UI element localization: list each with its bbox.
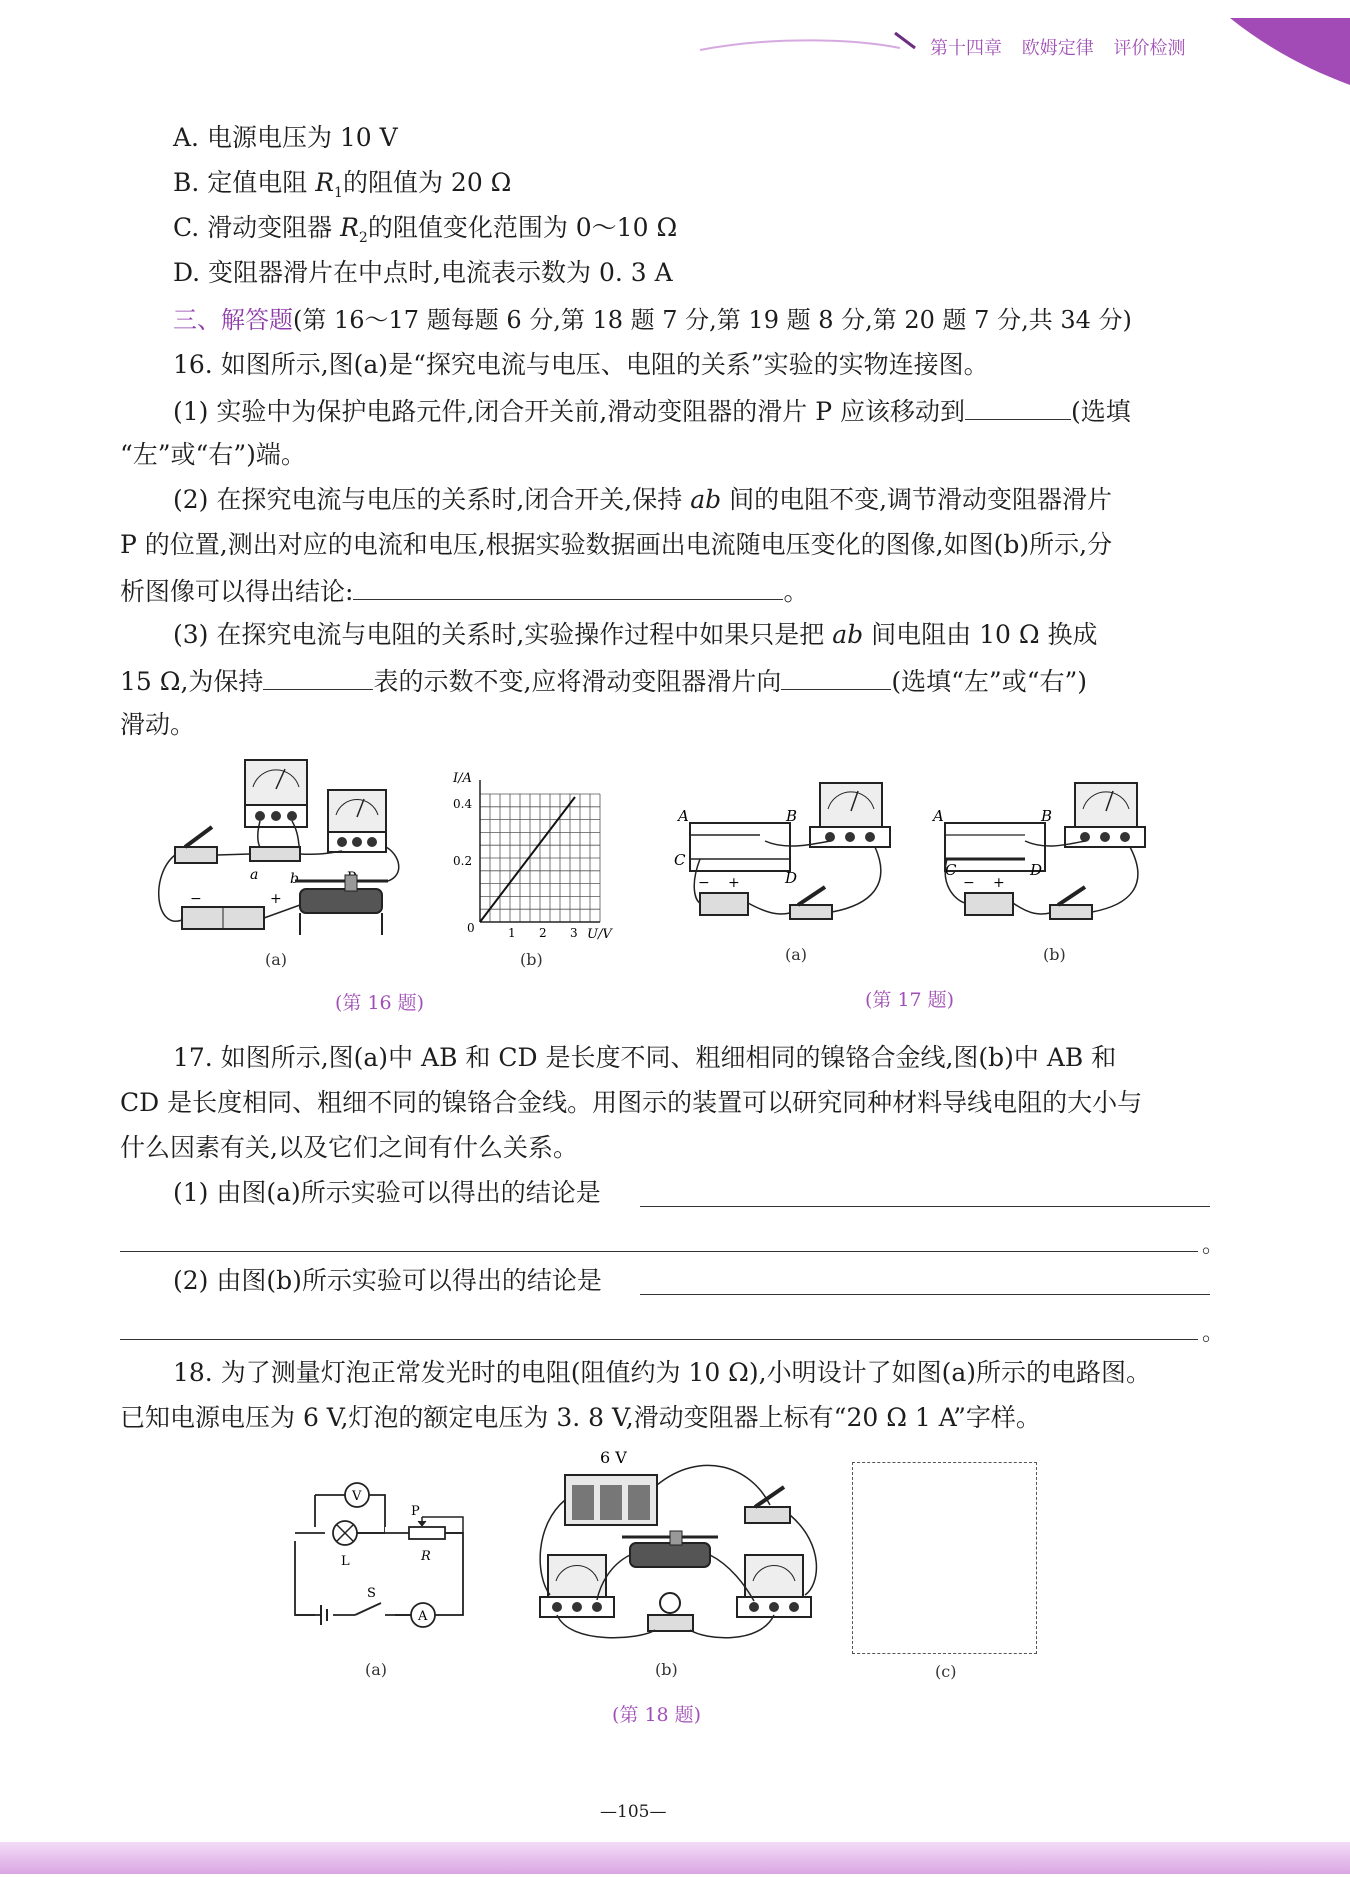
resistor-icon	[250, 847, 300, 861]
header-title: 欧姆定律	[1021, 38, 1094, 59]
label-A: A	[933, 807, 944, 825]
figure-16a	[150, 755, 430, 945]
answer-blank[interactable]	[263, 665, 373, 690]
figure-16a-label: (a)	[265, 950, 288, 969]
period: 。	[1202, 1321, 1225, 1346]
label-S: S	[367, 1586, 376, 1601]
rheostat-icon	[295, 875, 388, 935]
label-A: A	[678, 807, 689, 825]
q16-part3-line3: 滑动。	[120, 710, 196, 739]
q16-part3-line2: 15 Ω,为保持 表的示数不变,应将滑动变阻器滑片向 (选填“左”或“右”)	[120, 667, 1088, 696]
figure-17a-label: (a)	[785, 945, 808, 964]
y-tick-label: 0.2	[453, 854, 473, 868]
label-C: C	[674, 851, 686, 869]
symbol-a: A	[418, 1609, 428, 1624]
q16-part3: (3) 在探究电流与电阻的关系时,实验操作过程中如果只是把 ab 间电阻由 10 Ω 换成	[173, 620, 1098, 649]
ammeter-icon	[1065, 783, 1145, 847]
q16-part2-line3: 析图像可以得出结论: 。	[120, 577, 809, 606]
answer-line[interactable]	[640, 1294, 1210, 1295]
ammeter-icon	[737, 1555, 811, 1617]
q17-caption: (第 17 题)	[865, 989, 955, 1011]
figure-18b-label: (b)	[655, 1660, 678, 1679]
battery-icon	[698, 875, 748, 915]
rheostat-symbol	[409, 1527, 445, 1539]
answer-blank[interactable]	[965, 395, 1071, 420]
voltmeter-icon	[540, 1555, 614, 1617]
bulb-icon	[648, 1593, 693, 1631]
svg-text:−: −	[963, 875, 975, 891]
ammeter-icon	[810, 783, 890, 847]
figure-16b-label: (b)	[520, 950, 543, 969]
ammeter-icon	[328, 790, 386, 852]
switch-icon	[790, 887, 832, 919]
y-tick-label: 0	[467, 921, 475, 935]
q17-intro-line3: 什么因素有关,以及它们之间有什么关系。	[120, 1133, 578, 1162]
x-tick-label: 1	[508, 926, 516, 940]
section-heading: 三、解答题(第 16～17 题每题 6 分,第 18 题 7 分,第 19 题 8 分,第 20 题 7 分,共 34 分)	[173, 306, 1132, 334]
figure-18a-label: (a)	[365, 1660, 388, 1679]
option-d: D. 变阻器滑片在中点时,电流表示数为 0. 3 A	[173, 258, 673, 287]
battery-pack-icon	[565, 1475, 657, 1525]
figure-17a	[670, 775, 900, 935]
x-tick-label: 2	[539, 926, 547, 940]
label-L: L	[341, 1554, 350, 1569]
svg-text:+: +	[993, 875, 1005, 891]
q17-part1: (1) 由图(a)所示实验可以得出的结论是	[173, 1178, 601, 1207]
q18-intro: 18. 为了测量灯泡正常发光时的电阻(阻值约为 10 Ω),小明设计了如图(a)所示的电路图。	[173, 1358, 1152, 1387]
label-B: B	[786, 807, 798, 825]
x-tick-label: 3	[570, 926, 578, 940]
figure-18b-apparatus	[530, 1445, 825, 1650]
y-tick-label: 0.4	[453, 797, 473, 811]
q18-intro-line2: 已知电源电压为 6 V,灯泡的额定电压为 3. 8 V,滑动变阻器上标有“20 Ω 1 A”字样。	[120, 1403, 1041, 1432]
figure-18a-circuit	[285, 1475, 475, 1630]
svg-text:−: −	[698, 875, 710, 891]
label-D: D	[785, 869, 798, 887]
graph-xlabel: U/V	[587, 927, 612, 942]
label-P: P	[411, 1504, 420, 1519]
switch-icon	[175, 827, 217, 863]
q16-part1-cont: “左”或“右”)端。	[120, 440, 306, 469]
label-R: R	[421, 1549, 431, 1564]
answer-blank[interactable]	[781, 665, 891, 690]
q16-part1: (1) 实验中为保护电路元件,闭合开关前,滑动变阻器的滑片 P 应该移动到 (选填	[173, 397, 1131, 426]
option-b: B. 定值电阻 $R_1$的阻值为 20 Ω	[173, 168, 512, 201]
svg-text:+: +	[270, 891, 282, 907]
page-header	[0, 0, 1350, 90]
q16-part2-line2: P 的位置,测出对应的电流和电压,根据实验数据画出电流随电压变化的图像,如图(b)所示,分	[120, 530, 1113, 559]
figure-17b	[925, 775, 1155, 935]
figure-17b-label: (b)	[1043, 945, 1066, 964]
q16-intro: 16. 如图所示,图(a)是“探究电流与电压、电阻的关系”实验的实物连接图。	[173, 350, 989, 379]
page-number: —105—	[600, 1802, 667, 1822]
graph-grid	[480, 794, 600, 922]
battery-icon	[182, 891, 282, 929]
figure-16b-graph	[445, 770, 615, 945]
answer-blank[interactable]	[353, 575, 783, 600]
voltmeter-icon	[245, 760, 307, 827]
answer-line[interactable]	[640, 1206, 1210, 1207]
header-section: 评价检测	[1113, 38, 1186, 59]
switch-icon	[1050, 887, 1092, 919]
q16-caption: (第 16 题)	[335, 992, 425, 1014]
label-b: b	[290, 871, 299, 887]
label-a: a	[250, 867, 259, 883]
label-D: D	[1030, 861, 1043, 879]
header-chapter: 第十四章	[930, 38, 1002, 59]
figure-18c-label: (c)	[935, 1662, 957, 1681]
svg-text:+: +	[728, 875, 740, 891]
q17-intro-line2: CD 是长度相同、粗细不同的镍铬合金线。用图示的装置可以研究同种材料导线电阻的大小与	[120, 1088, 1143, 1117]
figure-18c-drawing-box[interactable]	[852, 1462, 1037, 1654]
rheostat-icon	[622, 1531, 718, 1567]
battery-icon	[963, 875, 1013, 915]
switch-icon	[745, 1487, 790, 1523]
q17-intro: 17. 如图所示,图(a)中 AB 和 CD 是长度不同、粗细相同的镍铬合金线,图(b)中 AB 和	[173, 1043, 1117, 1072]
option-a: A. 电源电压为 10 V	[173, 123, 398, 152]
footer-band	[0, 1842, 1350, 1874]
period: 。	[1202, 1233, 1225, 1258]
answer-line[interactable]	[120, 1339, 1198, 1340]
answer-line[interactable]	[120, 1251, 1198, 1252]
battery-voltage: 6 V	[600, 1448, 627, 1467]
label-B: B	[1041, 807, 1053, 825]
graph-ylabel: I/A	[453, 771, 472, 786]
option-c: C. 滑动变阻器 $R_2$的阻值变化范围为 0～10 Ω	[173, 213, 678, 246]
label-C: C	[945, 861, 957, 879]
data-line	[480, 797, 575, 922]
svg-text:−: −	[190, 891, 202, 907]
q18-caption: (第 18 题)	[612, 1704, 702, 1726]
q17-part2: (2) 由图(b)所示实验可以得出的结论是	[173, 1266, 602, 1295]
symbol-v: V	[352, 1489, 362, 1504]
q16-part2: (2) 在探究电流与电压的关系时,闭合开关,保持 ab 间的电阻不变,调节滑动变阻器滑片	[173, 485, 1113, 514]
